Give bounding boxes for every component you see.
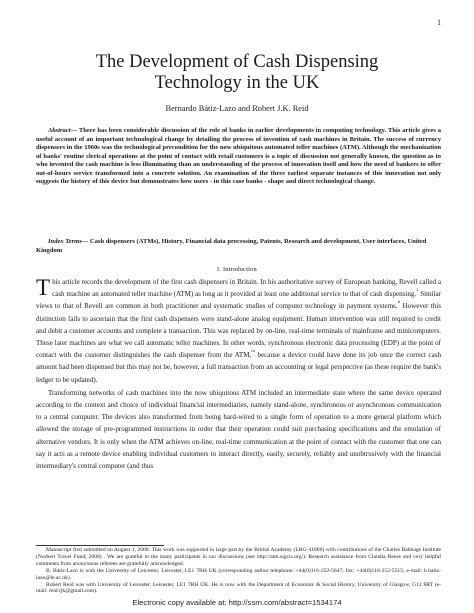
footnote-marker-3: iii (251, 348, 256, 354)
abstract-text: — There has been considerable discussion of the role of banks in earlier developments in computing technology. This article gives a useful account of an important technological change by detailing the process of invention of cash machines in Britain. The success of currency dispensers in the 1960s was the technological precondition for the now ubiquitous automated teller machines (ATM). Although the mechanization of banks' routine clerical operations at the point of contact with retail customers is a topic of discussion not generally known, the question as to who invented the cash machine is less illuminating than an understanding of the process of innovation itself and how the need of bankers to offer out-of-hours service transformed into a concrete solution. An examination of the three earliest separate instances of this innovation not only suggests the history of this device but demonstrates how users - in this case banks - shape and direct technological change. (36, 127, 441, 185)
footnote-manuscript: Manuscript first submitted on August 1, 2008. This work was supported in large part by the British Academy (LRG-41806) with contributions of the Charles Babbage Institute (Norbert Travel Fund, 2008) . We are grateful to the many participants in our discussions (see http://atm.sigcis.org/). Research assistance from Claudia Reese and very helpful comments from anonymous referees are gratefully acknowledged. (36, 547, 441, 567)
author-list: Bernardo Bátiz-Lazo and Robert J.K. Reid (165, 104, 309, 113)
drop-cap: T (36, 275, 51, 300)
paper-title (0, 52, 474, 94)
index-terms-text: — Cash dispensers (ATMs), History, Financial data processing, Patents, Research and development, User interfaces, United Kingdom (36, 238, 427, 254)
title-line-2: Technology in the UK (154, 73, 320, 93)
page-number: 1 (437, 18, 441, 27)
intro-paragraph-1 (36, 276, 441, 386)
abstract-label: Abstract (48, 127, 71, 134)
intro-p1-part-a: his article records the development of the first cash dispensers in Britain. In his authoritative survey of European banking, Revell called a cash machine an automated teller machine (ATM) as long as it provided at least one additional service to that of cash dispensing. (52, 278, 441, 299)
abstract (36, 127, 441, 187)
title-line-1: The Development of Cash Dispensing (95, 52, 379, 72)
section-heading: I. Introduction (217, 266, 257, 273)
footnote-author-2: Robert Reid was with University of Leicester, Leicester, LE1 7RH UK. He is now with the Department of Economic & Social History, University of Glasgow, G12 8RT (e-mail: reid.rjk@gmail.com). (36, 581, 441, 595)
ssrn-footer-link[interactable]: Electronic copy available at: http://ssrn.com/abstract=1534174 (132, 598, 342, 607)
intro-p1-part-c: However this distinction fails to ascertain that the first cash dispensers were stand-alone analog equipment. Human intervention was still required to credit and debit a customer accounts and complete a transaction. This was replaced by on-line, real-time terminals of mainframe and minicomputers. These later machines are what we call automatic teller machines. In other words, synchronous electronic data processing (EDP) at the point of contact with the customer distinguishes the cash dispenser from the ATM, (36, 302, 441, 360)
footnote-marker-2: ii (397, 299, 401, 305)
intro-p1-part-d: because a device could have done its job once the correct cash amount had been dispensed but this may not be, however, a full transaction from an accounting or legal perspective (as these require the bank's ledger to be updated). (36, 351, 441, 384)
index-terms-label: Index Terms (48, 238, 82, 245)
intro-paragraph-2: Transforming networks of cash machines into the now ubiquitous ATM included an intermediate state where the same device operated according to the context and choice of individual financial intermediaries, namely stand-alone, synchronous or asynchronous communication to a central computer. The devices also transformed from being hard-wired to a single form of operation to a more general platform which allowed the storage of pre-programmed instructions in order that their operation could suit purchasing specifications and the emulation of alternative vendors. It is only when the ATM achieves on-line, real-time communication at the point of contact with the customer that one can say it acts as a remote device enabling individual customers to interact directly, easily, securely, reliably and unobtrusively with the financial intermediary's central computer (and thus (36, 388, 441, 471)
index-terms (36, 238, 441, 255)
introduction-body (36, 276, 441, 472)
footnote-divider (36, 545, 164, 546)
footnote-marker-1: 1 (416, 287, 419, 293)
footnotes (36, 547, 441, 595)
footnote-author-1: B. Bátiz-Lazo is with the University of Leicester, Leicester, LE1 7RH UK (corresponding author telephone: +44(0)116-252-5647; fax: +44(0)116-252-5515; e-mail: b.batiz-lazo@le.ac.uk). (36, 567, 441, 581)
intro-p1-part-b: Similar views to that of Revell are common in both practitioner and systematic studies of computer technology in payment systems. (36, 290, 441, 311)
